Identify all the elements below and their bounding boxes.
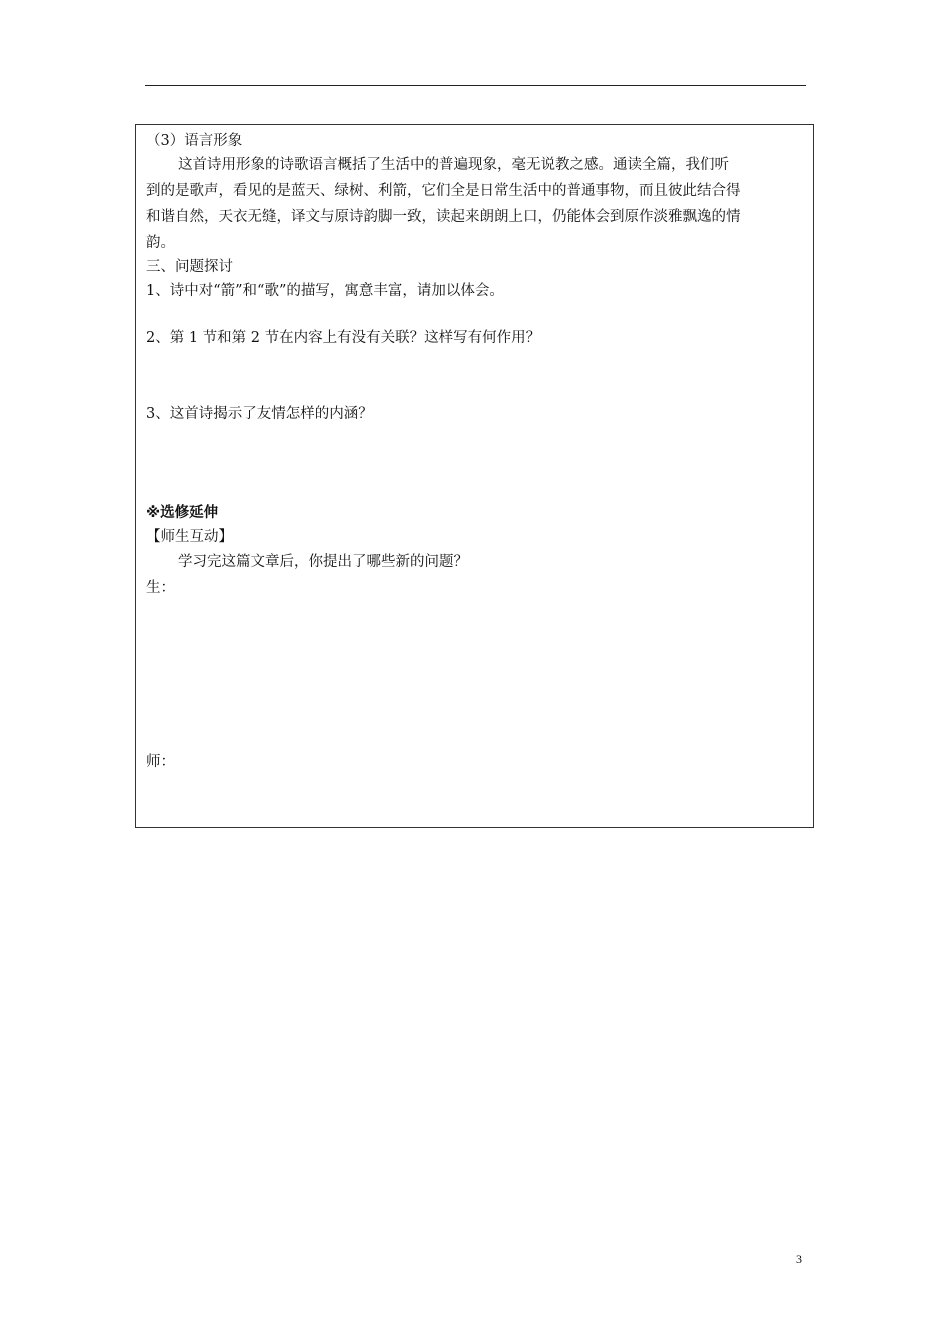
student-label: 生： [146,580,175,596]
question-2: 2、第 1 节和第 2 节在内容上有没有关联？这样写有何作用？ [146,330,541,346]
question-3: 3、这首诗揭示了友情怎样的内涵？ [146,406,373,422]
elective-title: ※选修延伸 [146,505,219,521]
teacher-label: 师： [146,754,175,770]
interaction-title: 【师生互动】 [146,529,233,545]
paragraph-line: 和谐自然，天衣无缝，译文与原诗韵脚一致，读起来朗朗上口，仍能体会到原作淡雅飘逸的情 [146,209,741,225]
interaction-prompt: 学习完这篇文章后，你提出了哪些新的问题？ [178,554,468,570]
part-three-title: 三、问题探讨 [146,259,233,275]
header-rule [145,85,806,86]
content-box [135,124,814,828]
page-number: 3 [796,1252,802,1266]
section-heading: （3）语言形象 [146,133,243,149]
paragraph-line: 这首诗用形象的诗歌语言概括了生活中的普遍现象，毫无说教之感。通读全篇，我们听 [178,157,729,173]
paragraph-line: 韵。 [146,235,175,251]
paragraph-line: 到的是歌声，看见的是蓝天、绿树、利箭，它们全是日常生活中的普通事物，而且彼此结合得 [146,183,741,199]
question-1: 1、诗中对“箭”和“歌”的描写，寓意丰富，请加以体会。 [146,283,504,299]
